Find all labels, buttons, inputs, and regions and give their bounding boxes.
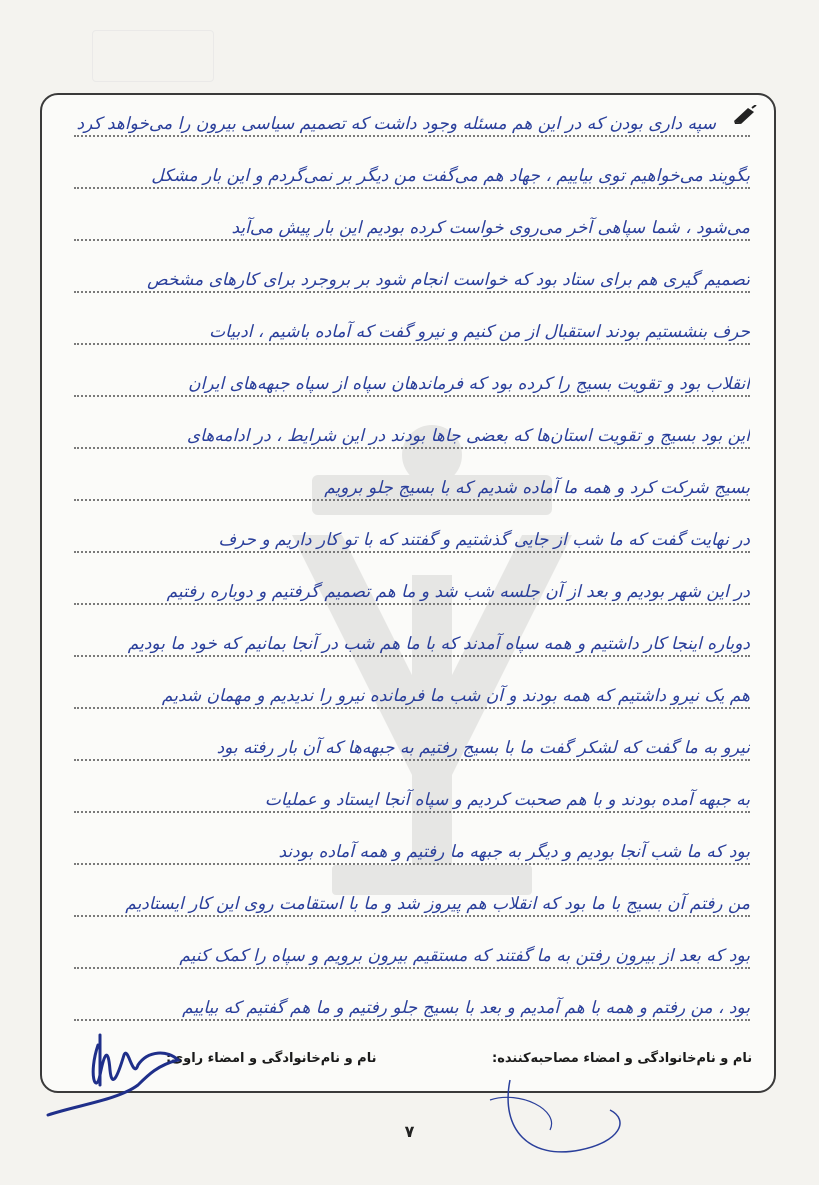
handwritten-line — [74, 251, 750, 301]
handwritten-text: بسیج شرکت کرد و همه ما آماده شدیم که با بسیج جلو برویم — [324, 478, 750, 498]
handwritten-text: سپه داری بودن که در این هم مسئله وجود داشت که تصمیم سیاسی بیرون را می‌خواهد کرد — [76, 114, 716, 134]
dotted-rule — [74, 759, 750, 761]
dotted-rule — [74, 967, 750, 969]
handwritten-line — [74, 927, 750, 977]
handwritten-text: دوباره اینجا کار داشتیم و همه سپاه آمدند که با ما هم شب در آنجا بمانیم که خود ما بودیم — [127, 634, 750, 654]
handwritten-text: من رفتم آن بسیج با ما بود که انقلاب هم پیروز شد و ما با استقامت روی این کار ایستادیم — [125, 894, 750, 914]
dotted-rule — [74, 343, 750, 345]
dotted-rule — [74, 603, 750, 605]
dotted-rule — [74, 811, 750, 813]
handwritten-text: بگویند می‌خواهیم توی بیاییم ، جهاد هم می‌گفت من دیگر بر نمی‌گردم و این بار مشکل — [151, 166, 750, 186]
handwritten-text: این بود بسیج و تقویت استان‌ها که بعضی جاها بودند در این شرایط ، در ادامه‌های — [186, 426, 750, 446]
handwritten-line — [74, 823, 750, 873]
handwritten-text: انقلاب بود و تقویت بسیج را کرده بود که فرماندهان سپاه از سپاه جبهه‌های ایران — [188, 374, 750, 394]
handwritten-line — [74, 771, 750, 821]
handwritten-text: در این شهر بودیم و بعد از آن جلسه شب شد و ما هم تصمیم گرفتیم و دوباره رفتیم — [166, 582, 750, 602]
dotted-rule — [74, 915, 750, 917]
dotted-rule — [74, 863, 750, 865]
handwritten-text: به جبهه آمده بودند و با هم صحبت کردیم و سپاه آنجا ایستاد و عملیات — [264, 790, 750, 810]
dotted-rule — [74, 187, 750, 189]
narrator-signature-label: نام و نام‌خانوادگی و امضاء راوی: — [166, 1051, 377, 1066]
corner-stamp — [92, 30, 214, 82]
handwritten-text: بود که بعد از بیرون رفتن به ما گفتند که مستقیم بیرون برویم و سپاه را کمک کنیم — [179, 946, 750, 966]
handwritten-text: در نهایت گفت که ما شب از جایی گذشتیم و گفتند که با تو کار داریم و حرف — [218, 530, 750, 550]
handwritten-text: حرف بنشستیم بودند استقبال از من کنیم و نیرو گفت که آماده باشیم ، ادبیات — [209, 322, 750, 342]
page-number: ۷ — [404, 1122, 415, 1141]
dotted-rule — [74, 239, 750, 241]
handwritten-line — [74, 875, 750, 925]
handwritten-text: هم یک نیرو داشتیم که همه بودند و آن شب ما فرمانده نیرو را ندیدیم و مهمان شدیم — [161, 686, 750, 706]
handwritten-line — [74, 459, 750, 509]
dotted-rule — [74, 395, 750, 397]
handwritten-line — [74, 719, 750, 769]
handwritten-line — [74, 303, 750, 353]
handwritten-line — [74, 95, 750, 145]
handwritten-line — [74, 407, 750, 457]
handwritten-line — [74, 147, 750, 197]
handwritten-line — [74, 667, 750, 717]
dotted-rule — [74, 707, 750, 709]
handwritten-line — [74, 615, 750, 665]
dotted-rule — [74, 135, 750, 137]
dotted-rule — [74, 655, 750, 657]
handwritten-text: نیرو به ما گفت که لشکر گفت ما با بسیج رفتیم به جبهه‌ها که آن بار رفته بود — [216, 738, 750, 758]
dotted-rule — [74, 499, 750, 501]
handwritten-text: می‌شود ، شما سپاهی آخر می‌روی خواست کرده بودیم این بار پیش می‌آید — [231, 218, 750, 238]
handwritten-line — [74, 511, 750, 561]
page-frame — [40, 93, 776, 1093]
handwritten-text: بود ، من رفتم و همه با هم آمدیم و بعد با بسیج جلو رفتیم و ما هم گفتیم که بیاییم — [182, 998, 750, 1018]
interviewer-signature — [470, 1070, 650, 1170]
handwritten-line — [74, 563, 750, 613]
narrator-signature — [38, 1015, 198, 1125]
dotted-rule — [74, 291, 750, 293]
interviewer-signature-label: نام و نام‌خانوادگی و امضاء مصاحبه‌کننده: — [492, 1051, 753, 1066]
dotted-rule — [74, 447, 750, 449]
handwritten-text: بود که ما شب آنجا بودیم و دیگر به جبهه ما رفتیم و همه آماده بودند — [278, 842, 750, 862]
dotted-rule — [74, 551, 750, 553]
handwritten-text: تصمیم گیری هم برای ستاد بود که خواست انجام شود بر بروجرد برای کارهای مشخص — [147, 270, 750, 290]
handwritten-line — [74, 355, 750, 405]
handwritten-line — [74, 199, 750, 249]
